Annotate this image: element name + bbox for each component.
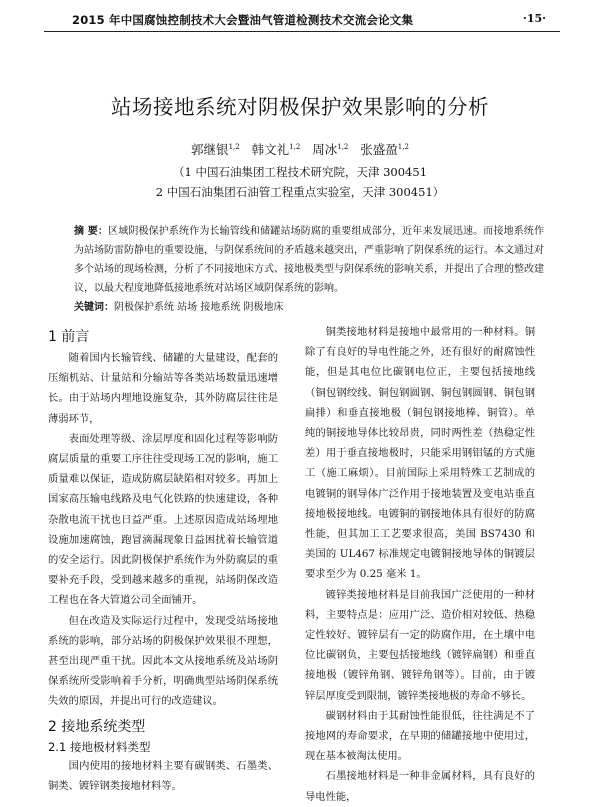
keywords xyxy=(74,298,544,313)
paragraph: 镀锌类接地材料是目前我国广泛使用的一种材料，主要特点是：应用广泛、造价相对较低、热稳定性较好、镀锌层有一定的防腐作用，在土壤中电位比碳钢负，主要包括接地线（镀锌扁钢）和垂直接地极（镀锌角钢、镀锌角钢等）。目前，由于镀锌层厚度受到限制，镀锌类接地极的寿命不够长。 xyxy=(305,588,535,702)
abstract-text: 区域阴极保护系统作为长输管线和储罐站场防腐的重要组成部分，近年来发展迅速。而接地系统作为站场防雷防静电的重要设施，与阴保系统间的矛盾越来越突出，严重影响了阴保系统的运行。本文通过对多个站场的现场检测，分析了不同接地床方式、接地极类型与阴保系统的影响关系，并提出了合理的整改建议，以最大程度地降低接地系统对站场区域阴保系统的影响。 xyxy=(74,226,545,294)
paragraph: 但在改造及实际运行过程中，发现受站场接地系统的影响，部分站场的阴极保护效果很不理想，甚至出现严重干扰。因此本文从接地系统及站场阴保系统所受影响着手分析，明确典型站场阴保系统失效的原因，并提出可行的改造建议。 xyxy=(48,614,278,708)
header-divider xyxy=(44,31,560,32)
paragraph: 随着国内长输管线、储罐的大量建设，配套的压缩机站、计量站和分输站等各类站场数量迅速增长。由于站场内埋地设施复杂，其外防腐层往往是薄弱环节， xyxy=(48,352,278,425)
author-affil-mark: 1,2 xyxy=(397,142,409,151)
affiliation-1: （1 中国石油集团工程技术研究院，天津 300451 xyxy=(172,165,428,179)
paper-title: 站场接地系统对阴极保护效果影响的分析 xyxy=(111,95,489,119)
author-name: 周冰 xyxy=(312,142,338,157)
author-name: 郭继银 xyxy=(191,142,229,157)
journal-title: 2015 年中国腐蚀控制技术大会暨油气管道检测技术交流会论文集 xyxy=(72,13,414,27)
author-affil-mark: 1,2 xyxy=(289,142,301,151)
running-header xyxy=(0,0,600,38)
author-list xyxy=(0,140,600,158)
page-number: ·15· xyxy=(523,12,546,25)
section-heading: 2 接地系统类型 xyxy=(48,718,146,735)
right-column xyxy=(305,322,535,807)
abstract xyxy=(74,222,544,298)
affiliation-2: 2 中国石油集团石油管工程重点实验室，天津 300451） xyxy=(155,185,445,199)
paragraph: 碳钢材料由于其耐蚀性能很低，往往满足不了接地网的寿命要求，在早期的储罐接地中使用过，现在基本被淘汰使用。 xyxy=(305,709,535,763)
paragraph: 表面处理等级、涂层厚度和固化过程等影响防腐层质量的重要工序往往受现场工况的影响，施工质量难以保证，造成防腐层缺陷相对较多。再加上国家高压输电线路及电气化铁路的快速建设，各种杂散电流干扰也日益严重。上述原因造成站场埋地设施加速腐蚀，跑冒滴漏现象日益困扰着长输管道的安全运行。因此阴极保护系统作为外防腐层的重要补充手段，受到越来越多的重视，站场阴保改造工程也在各大管道公司全面铺开。 xyxy=(48,432,278,607)
subsection-heading: 2.1 接地极材料类型 xyxy=(48,739,151,754)
section-heading: 1 前言 xyxy=(48,329,90,345)
left-column xyxy=(48,322,278,796)
author-affil-mark: 1,2 xyxy=(337,142,349,151)
author-name: 韩文礼 xyxy=(251,142,290,157)
paragraph: 石墨接地材料是一种非金属材料，具有良好的导电性能， xyxy=(305,770,535,803)
paragraph: 国内使用的接地材料主要有碳钢类、石墨类、铜类、镀锌钢类接地材料等。 xyxy=(48,759,278,792)
abstract-label: 摘 要： xyxy=(74,226,109,237)
paragraph: 铜类接地材料是接地中最常用的一种材料。铜除了有良好的导电性能之外，还有很好的耐腐蚀性能，但是其电位比碳钢电位正，主要包括接地线（铜包钢绞线、铜包钢圆钢、铜包钢圆钢、铜包钢扁排）和垂直接地极（铜包钢接地棒、铜管）。单纯的铜接地导体比较昂贵，同时两性差（热稳定性差）用于垂直接地极时，只能采用钢铝锰的方式施工（施工麻烦）。目前国际上采用特殊工艺制成的电镀铜的钢导体广泛作用于接地装置及变电站垂直接地极接地线。电镀铜的钢接地体具有很好的防腐性能，但其加工工艺要求很高，美国 BS7430 和美国的 UL467 标准规定电镀铜接地导体的铜镀层要求至少为 0.25 毫米 1。 xyxy=(305,326,535,581)
author-affil-mark: 1,2 xyxy=(228,142,240,151)
keywords-text: 阴极保护系统 站场 接地系统 阴极地床 xyxy=(114,302,284,313)
author-name: 张盛盈 xyxy=(360,142,398,157)
keywords-label: 关键词： xyxy=(74,302,114,313)
